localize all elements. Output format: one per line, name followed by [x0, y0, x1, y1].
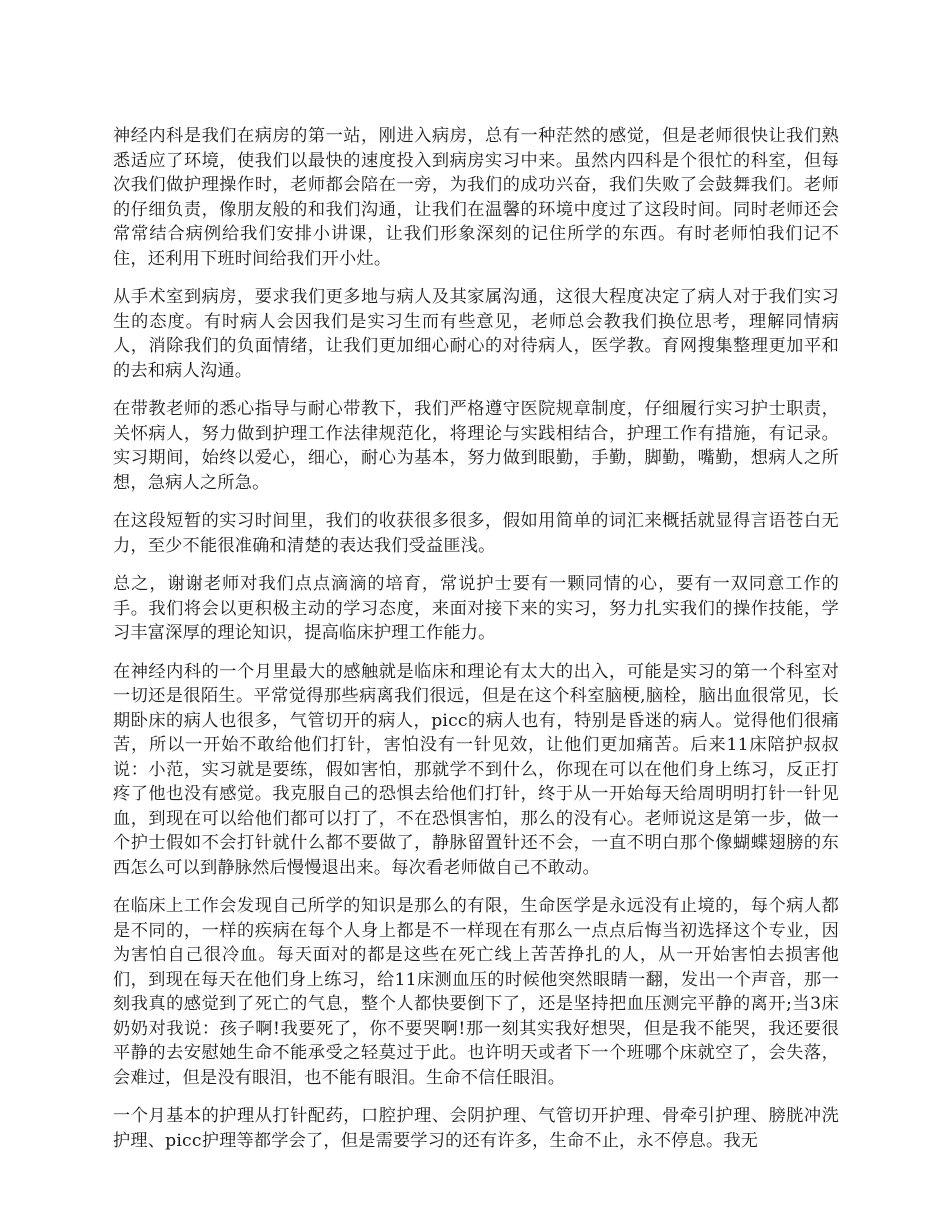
paragraph-6: 在神经内科的一个月里最大的感触就是临床和理论有太大的出入，可能是实习的第一个科室对一切还是很陌生。平常觉得那些病离我们很远，但是在这个科室脑梗,脑栓，脑出血很常见，长期卧床的病人也很多，气管切开的病人，picc的病人也有，特别是昏迷的病人。觉得他们很痛苦，所以一开始不敢给他们打针，害怕没有一针见效，让他们更加痛苦。后来11床陪护叔叔说：小范，实习就是要练，假如害怕，那就学不到什么，你现在可以在他们身上练习，反正打疼了他也没有感觉。我克服自己的恐惧去给他们打针，终于从一开始每天给周明明打针一针见血，到现在可以给他们都可以打了，不在恐惧害怕，那么的没有心。老师说这是第一步，做一个护士假如不会打针就什么都不要做了，静脉留置针还不会，一直不明白那个像蝴蝶翅膀的东西怎么可以到静脉然后慢慢退出来。每次看老师做自己不敢动。	[113, 661, 839, 878]
paragraph-2: 从手术室到病房，要求我们更多地与病人及其家属沟通，这很大程度决定了病人对于我们实习生的态度。有时病人会因我们是实习生而有些意见，老师总会教我们换位思考，理解同情病人，消除我们的负面情绪，让我们更加细心耐心的对待病人，医学教。育网搜集整理更加平和的去和病人沟通。	[113, 287, 839, 381]
paragraph-7: 在临床上工作会发现自己所学的知识是那么的有限，生命医学是永远没有止境的，每个病人都是不同的，一样的疾病在每个人身上都是不一样现在有那么一点点后悔当初选择这个专业，因为害怕自己很冷血。每天面对的都是这些在死亡线上苦苦挣扎的人，从一开始害怕去损害他们，到现在每天在他们身上练习，给11床测血压的时候他突然眼睛一翻，发出一个声音，那一刻我真的感觉到了死亡的气息，整个人都快要倒下了，还是坚持把血压测完平静的离开;当3床奶奶对我说：孩子啊!我要死了，你不要哭啊!那一刻其实我好想哭，但是我不能哭，我还要很平静的去安慰她生命不能承受之轻莫过于此。也许明天或者下一个班哪个床就空了，会失落，会难过，但是没有眼泪，也不能有眼泪。生命不信任眼泪。	[113, 896, 839, 1088]
paragraph-5: 总之，谢谢老师对我们点点滴滴的培育，常说护士要有一颗同情的心，要有一双同意工作的手。我们将会以更积极主动的学习态度，来面对接下来的实习，努力扎实我们的操作技能，学习丰富深厚的理论知识，提高临床护理工作能力。	[113, 574, 839, 643]
document-body	[113, 124, 839, 1167]
paragraph-4: 在这段短暂的实习时间里，我们的收获很多很多，假如用简单的词汇来概括就显得言语苍白无力，至少不能很准确和清楚的表达我们受益匪浅。	[113, 511, 839, 556]
paragraph-3: 在带教老师的悉心指导与耐心带教下，我们严格遵守医院规章制度，仔细履行实习护士职责，关怀病人，努力做到护理工作法律规范化，将理论与实践相结合，护理工作有措施，有记录。实习期间，始终以爱心，细心，耐心为基本，努力做到眼勤，手勤，脚勤，嘴勤，想病人之所想，急病人之所急。	[113, 399, 839, 493]
paragraph-8: 一个月基本的护理从打针配药，口腔护理、会阴护理、气管切开护理、骨牵引护理、膀胱冲洗护理、picc护理等都学会了，但是需要学习的还有许多，生命不止，永不停息。我无	[113, 1106, 839, 1151]
paragraph-1: 神经内科是我们在病房的第一站，刚进入病房，总有一种茫然的感觉，但是老师很快让我们熟悉适应了环境，使我们以最快的速度投入到病房实习中来。虽然内四科是个很忙的科室，但每次我们做护理操作时，老师都会陪在一旁，为我们的成功兴奋，我们失败了会鼓舞我们。老师的仔细负责，像朋友般的和我们沟通，让我们在温馨的环境中度过了这段时间。同时老师还会常常结合病例给我们安排小讲课，让我们形象深刻的记住所学的东西。有时老师怕我们记不住，还利用下班时间给我们开小灶。	[113, 126, 839, 269]
